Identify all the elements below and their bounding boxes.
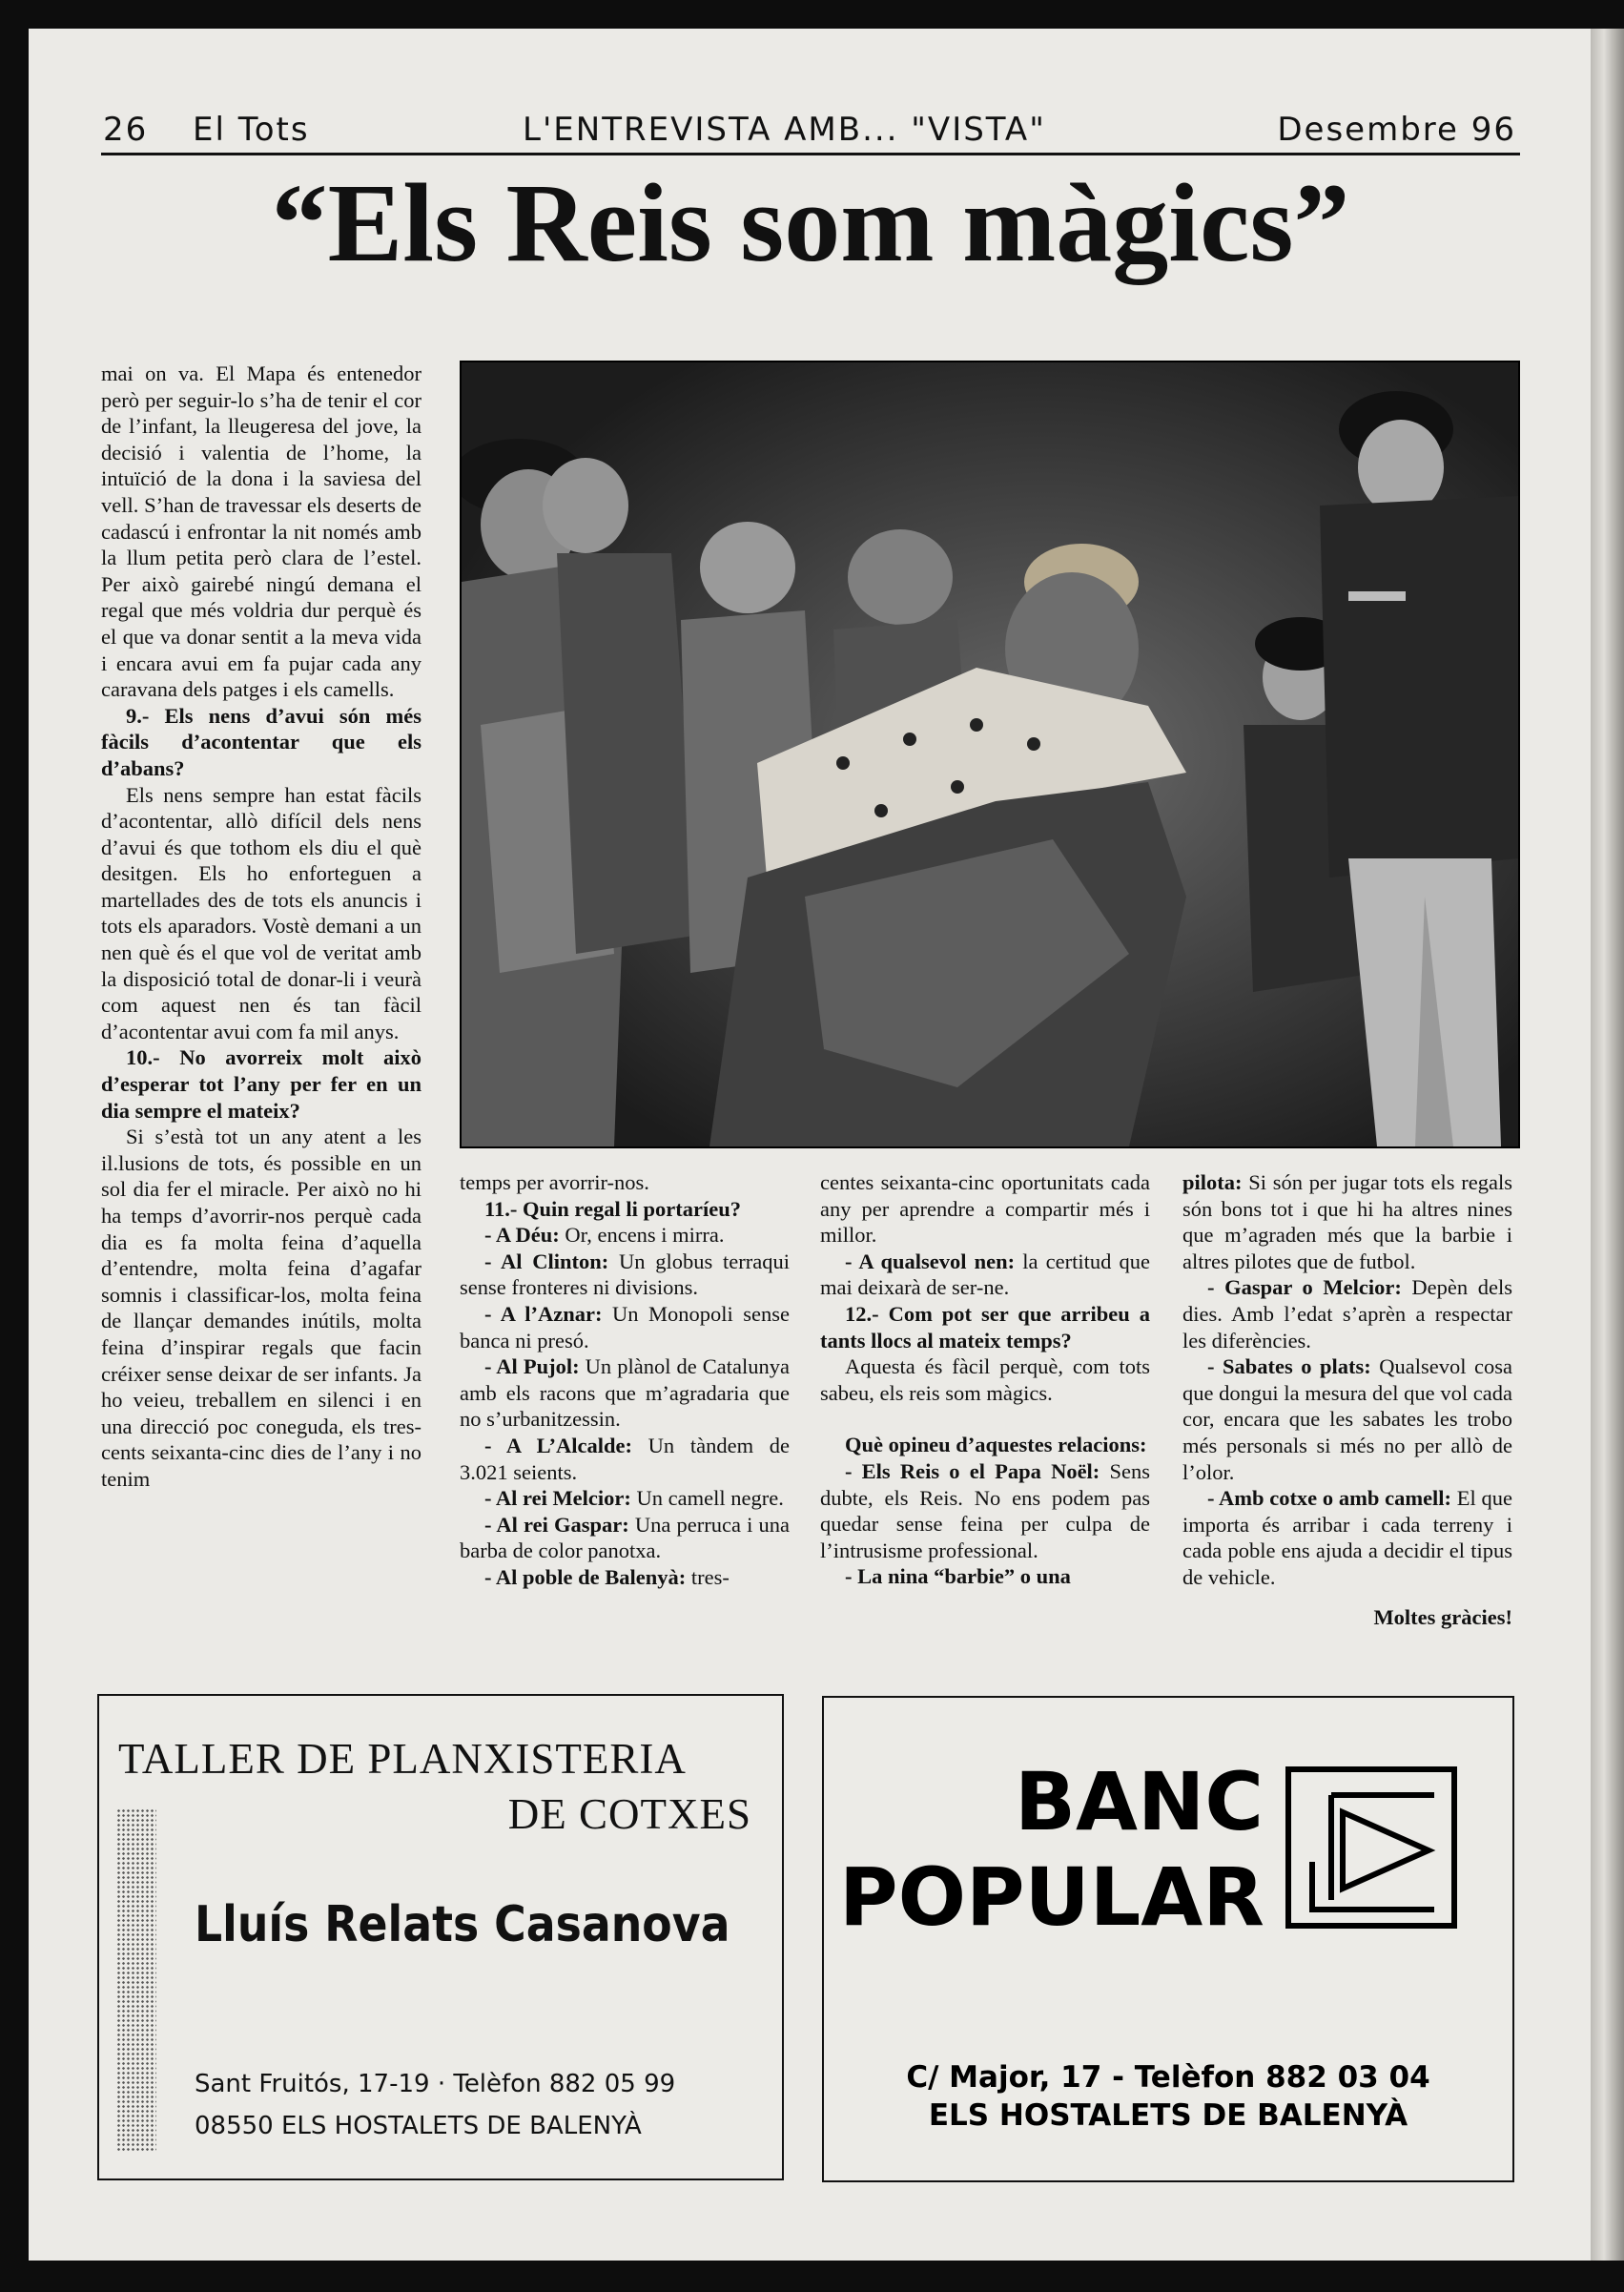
- relation-item-label: - Gaspar o Melcior:: [1207, 1275, 1402, 1300]
- issue-date: Desembre 96: [1277, 111, 1516, 149]
- article-column-3: [820, 1169, 1150, 1590]
- closing-thanks: Moltes gràcies!: [1373, 1604, 1512, 1629]
- gift-item: [460, 1564, 790, 1591]
- question-11: 11.- Quin regal li portaríeu?: [484, 1196, 741, 1221]
- ad-address: Sant Fruitós, 17-19 · Telèfon 882 05 99: [195, 2070, 676, 2098]
- gift-item: [460, 1222, 790, 1249]
- gift-item-text: tres-: [686, 1564, 730, 1589]
- gift-item-label: - A Déu:: [484, 1223, 560, 1248]
- page-edge: [1591, 29, 1624, 2261]
- relation-item: [820, 1458, 1150, 1563]
- bank-city: ELS HOSTALETS DE BALENYÀ: [928, 2098, 1408, 2133]
- gift-item-text: Un Monopoli sense banca ni presó.: [460, 1301, 791, 1352]
- page-header: [101, 107, 1520, 155]
- answer-10: Si s’està tot un any atent a les il.lusions de tots, és possible en un sol dia fer el miracle. Per això no hi ha temps d’avorrir-nos perquè cada dia es fa molta feina d’aquella d’entendre, molta feina d’agafar somnis i classificar-los, molta feina de llançar demandes inútils, molta feina d’inspirar regals que facin créixer sense deixar de ser infants. Ja ho veieu, treballem en silenci i en una direcció poc coneguda, els tres-cents seixanta-cinc dies de l’any i no tenim: [101, 1125, 421, 1491]
- gift-item-label: - Al poble de Balenyà:: [484, 1564, 687, 1589]
- paragraph: mai on va. El Mapa és entenedor però per seguir-lo s’ha de tenir el cor de l’infant, la lleugeresa del jove, la decisió i valentia de l’home, la intuïció de la dona i la saviesa del vell. S’han de travessar els deserts de cadascú i enfrontar la nit només amb la llum petita però clara de l’estel. Per això gairebé ningú demana el regal que més voldria dur perquè és el que va donar sentit a la meva vida i encara avui em fa pujar cada any caravana dels patges i els camells.: [101, 361, 421, 702]
- gift-item: [820, 1249, 1150, 1301]
- article-title: “Els Reis som màgics”: [271, 160, 1350, 285]
- gift-item: [460, 1249, 790, 1301]
- banc-popular-logo-icon: [1285, 1766, 1457, 1929]
- relation-item-label: - La nina “barbie” o una: [845, 1564, 1071, 1589]
- ad-business-type: TALLER DE PLANXISTERIA: [118, 1735, 687, 1783]
- relation-item-label: - Amb cotxe o amb camell:: [1207, 1486, 1452, 1511]
- gift-item-text: Una perruca i una barba de color panotxa.: [460, 1512, 790, 1563]
- question-12: 12.- Com pot ser que arribeu a tants llocs al mateix temps?: [820, 1301, 1150, 1352]
- gift-item-label: - A qualsevol nen:: [845, 1249, 1016, 1273]
- photo-three-kings-parade-icon: [462, 362, 1518, 1146]
- answer-12: Aquesta és fàcil perquè, com tots sabeu, els reis som màgics.: [820, 1354, 1150, 1405]
- ad-owner-name: Lluís Relats Casanova: [195, 1896, 730, 1953]
- gift-item: [460, 1485, 790, 1512]
- gift-item-label: - Al Pujol:: [484, 1354, 580, 1379]
- gift-item: [460, 1353, 790, 1433]
- gift-item-text: Un globus terraqui sense fronteres ni divisions.: [460, 1249, 791, 1300]
- bank-address: C/ Major, 17 - Telèfon 882 03 04: [906, 2060, 1430, 2095]
- paragraph: centes seixanta-cinc oportunitats cada any per aprendre a compartir més i millor.: [820, 1170, 1150, 1248]
- bank-name-line2: POPULAR: [839, 1850, 1264, 1944]
- page-number: 26: [103, 111, 149, 149]
- relation-item: [1182, 1169, 1512, 1274]
- relation-item-text: Qualsevol cosa que dongui la mesura del que vol cada cor, encara que les sabates les trobo més personals si més no per allò de l’olor.: [1182, 1354, 1512, 1484]
- gift-item-label: - Al rei Gaspar:: [484, 1512, 629, 1537]
- ad-city: 08550 ELS HOSTALETS DE BALENYÀ: [195, 2112, 642, 2140]
- gift-item: [460, 1301, 790, 1353]
- bank-name-line1: BANC: [1015, 1755, 1264, 1848]
- ad-business-type-2: DE COTXES: [507, 1790, 751, 1838]
- relation-item: [1182, 1485, 1512, 1590]
- ad-banc-popular: [822, 1696, 1514, 2182]
- publication-name: El Tots: [193, 111, 310, 149]
- question-relations: Què opineu d’aquestes relacions:: [845, 1433, 1147, 1457]
- gift-item: [460, 1433, 790, 1485]
- relation-item: [1182, 1274, 1512, 1353]
- gift-item-text: Un plànol de Catalunya amb els racons que m’agradaria que no s’urbanitzessin.: [460, 1354, 791, 1432]
- gift-item: [460, 1512, 790, 1564]
- paragraph: temps per avorrir-nos.: [460, 1170, 649, 1194]
- relation-item: [1182, 1353, 1512, 1485]
- gift-item-text: Un tàndem de 3.021 seients.: [460, 1433, 790, 1484]
- relation-item-text: El que importa és arribar i cada terreny i cada poble ens ajuda a decidir el tipus de vehicle.: [1182, 1486, 1512, 1589]
- section-title: L'ENTREVISTA AMB... "VISTA": [523, 111, 1046, 149]
- gift-item-label: - A l’Aznar:: [484, 1301, 603, 1326]
- ad-taller-planxisteria: [97, 1694, 784, 2180]
- gift-item-label: - Al rei Melcior:: [484, 1486, 631, 1511]
- relation-item-text: Si són per jugar tots els regals són bons tot i que hi ha altres nines que m’agraden més que la barbie i altres pilotes que de futbol.: [1182, 1170, 1512, 1273]
- article-column-1: [101, 361, 421, 1493]
- answer-9: Els nens sempre han estat fàcils d’acontentar, allò difícil dels nens d’avui és que tothom els diu el què desitgen. Els ho enforteguen a martellades des de tots els anuncis i tots els aparadors. Vostè demani a un nen què és el que vol de veritat amb la disposició total de donar-li i veurà com aquest nen és tan fàcil d’acontentar avui com fa mil anys.: [101, 782, 421, 1043]
- gift-item-label: - A L’Alcalde:: [484, 1433, 633, 1457]
- relation-item-label: - Els Reis o el Papa Noël:: [845, 1458, 1100, 1483]
- question-9: 9.- Els nens d’avui són més fàcils d’acontentar que els d’abans?: [101, 703, 421, 780]
- relation-item-text: Depèn dels dies. Amb l’edat s’aprèn a respectar les diferències.: [1182, 1275, 1512, 1352]
- article-photo: [460, 361, 1520, 1148]
- gift-item-label: - Al Clinton:: [484, 1249, 609, 1273]
- question-10: 10.- No avorreix molt això d’esperar tot l’any per fer en un dia sempre el mateix?: [101, 1045, 421, 1123]
- relation-item-label: pilota:: [1182, 1170, 1243, 1194]
- gift-item-text: la certitud que mai deixarà de ser-ne.: [820, 1249, 1150, 1300]
- gift-item-text: Or, encens i mirra.: [559, 1223, 725, 1248]
- relation-item-label: - Sabates o plats:: [1207, 1354, 1371, 1379]
- article-column-2: [460, 1169, 790, 1591]
- relation-item: [820, 1563, 1150, 1590]
- gift-item-text: Un camell negre.: [630, 1486, 784, 1511]
- article-column-4: [1182, 1169, 1512, 1630]
- relation-item-text: Sens dubte, els Reis. No ens podem pas quedar sense feina per culpa de l’intrusisme professional.: [820, 1458, 1150, 1562]
- dot-pattern: [116, 1808, 156, 2152]
